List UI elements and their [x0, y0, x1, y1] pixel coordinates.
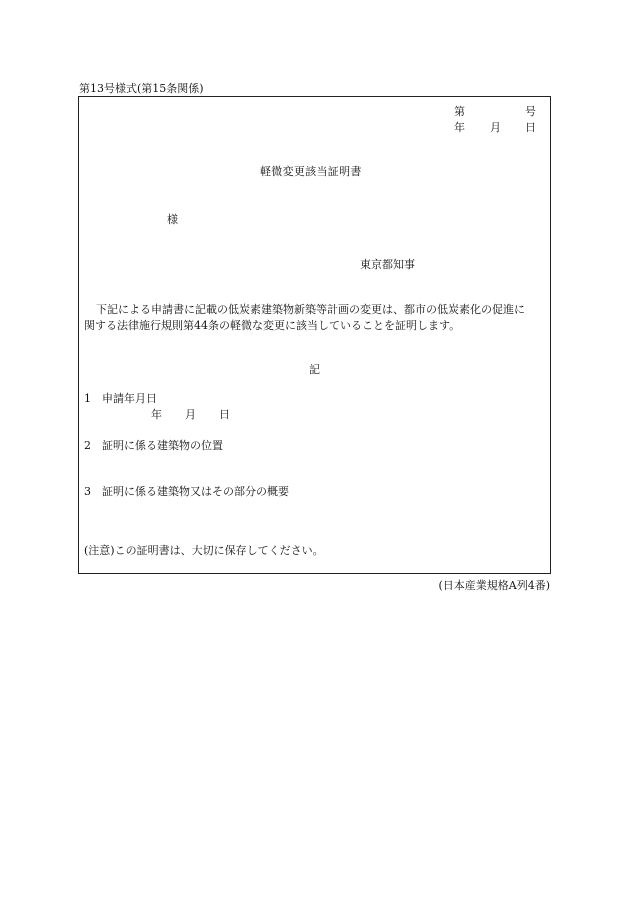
certification-statement: [84, 302, 550, 334]
issue-date-month: 月: [490, 121, 501, 134]
statement-line: 関する法律施行規則第44条の軽微な変更に該当していることを証明します。: [84, 319, 461, 332]
item-building-location: 2 証明に係る建築物の位置: [84, 439, 223, 452]
form-number-label: 第13号様式(第15条関係): [79, 82, 204, 95]
statement-line: 下記による申請書に記載の低炭素建築物新築等計画の変更は、都市の低炭素化の促進に: [96, 303, 525, 316]
application-date-year: 年: [151, 408, 162, 421]
ki-heading: 記: [309, 363, 320, 376]
item-building-overview: 3 証明に係る建築物又はその部分の概要: [84, 485, 289, 498]
document-number-suffix: 号: [525, 105, 536, 118]
issue-date-day: 日: [525, 121, 536, 134]
item-application-date: 1 申請年月日: [84, 392, 157, 405]
issuer-name: 東京都知事: [360, 258, 415, 271]
application-date-month: 月: [185, 408, 196, 421]
addressee-honorific: 様: [167, 213, 178, 226]
document-number-prefix: 第: [454, 105, 465, 118]
caution-note: (注意)この証明書は、大切に保存してください。: [84, 544, 324, 557]
document-title: 軽微変更該当証明書: [260, 165, 362, 178]
paper-size-note: (日本産業規格A列4番): [438, 579, 550, 592]
issue-date-year: 年: [454, 121, 465, 134]
application-date-day: 日: [219, 408, 230, 421]
